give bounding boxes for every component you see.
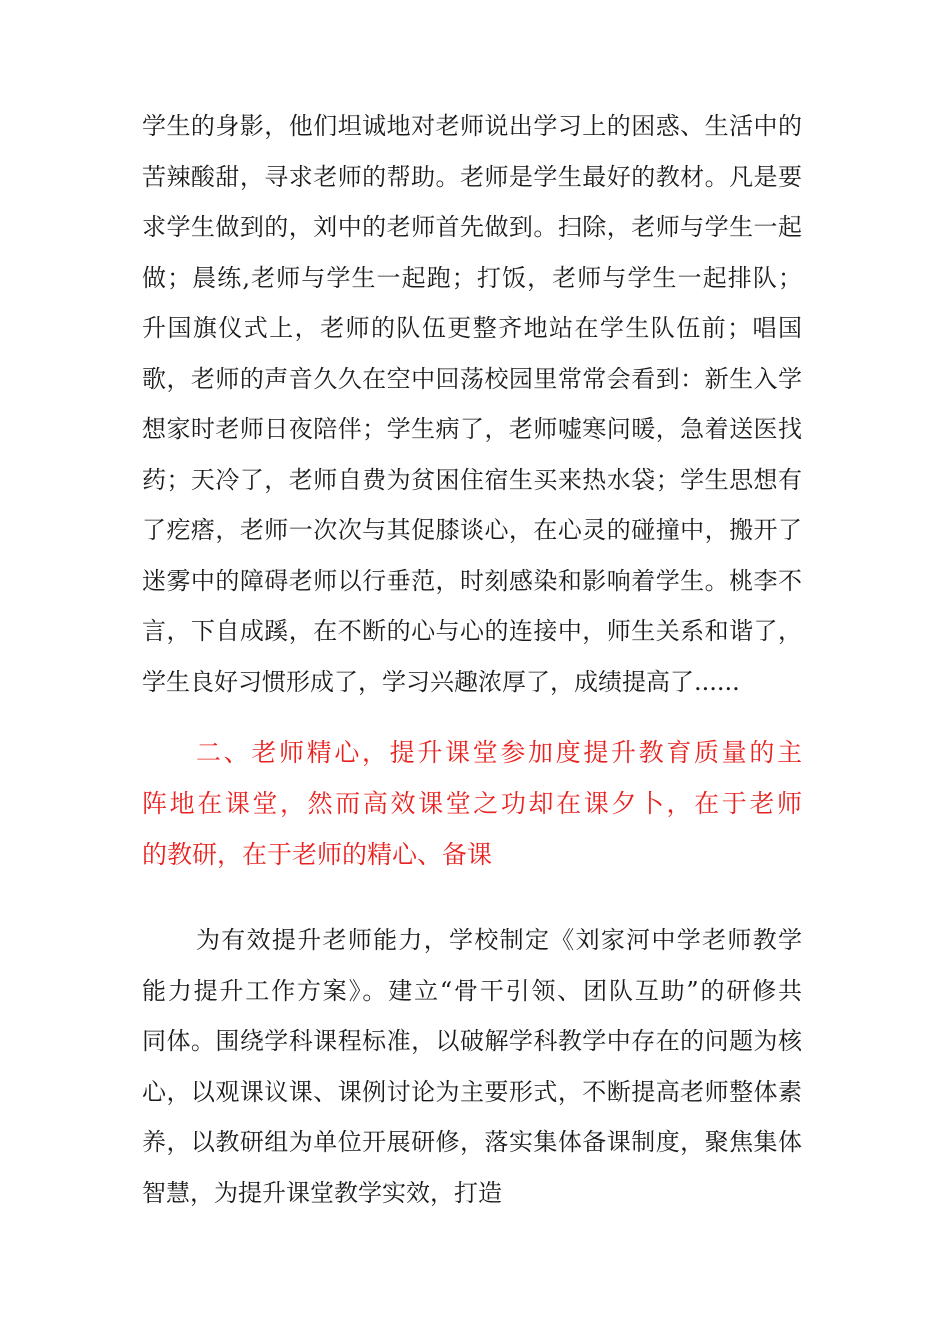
body-paragraph-1	[142, 101, 802, 707]
text-line: 智慧，为提升课堂教学实效，打造	[142, 1178, 502, 1207]
text-line: 养，以教研组为单位开展研修，落实集体备课制度，聚焦集体	[142, 1128, 802, 1156]
text-line: 苦辣酸甜，寻求老师的帮助。老师是学生最好的教材。凡是要	[142, 162, 802, 191]
section-heading	[142, 727, 802, 880]
text-line: 心，以观课议课、课例讨论为主要形式，不断提高老师整体素	[142, 1077, 802, 1106]
text-line: 同体。围绕学科课程标准，以破解学科教学中存在的问题为核	[142, 1027, 802, 1055]
text-line: 学生的身影，他们坦诚地对老师说出学习上的困惑、生活中的	[142, 112, 802, 140]
text-line: 了疙瘩，老师一次次与其促膝谈心，在心灵的碰撞中，搬开了	[142, 516, 802, 544]
text-line: 迷雾中的障碍老师以行垂范，时刻感染和影响着学生。桃李不	[142, 566, 802, 595]
text-line: 做；晨练,老师与学生一起跑；打饭，老师与学生一起排队；	[142, 263, 802, 292]
text-line: 能力提升工作方案》。建立“骨干引领、团队互助”的研修共	[142, 976, 802, 1005]
body-paragraph-2	[142, 915, 802, 1218]
heading-line: 阵地在课堂，然而高效课堂之功却在课夕卜，在于老师	[142, 789, 802, 818]
text-line: 升国旗仪式上，老师的队伍更整齐地站在学生队伍前；唱国	[142, 314, 802, 342]
heading-line: 的教研，在于老师的精心、备课	[142, 840, 493, 869]
text-line: 想家时老师日夜陪伴；学生病了，老师嘘寒问暖，急着送医找	[142, 415, 802, 443]
text-line: 为有效提升老师能力，学校制定《刘家河中学老师教学	[196, 926, 802, 954]
text-line: 求学生做到的，刘中的老师首先做到。扫除，老师与学生一起	[142, 213, 802, 241]
text-line: 药；天冷了，老师自费为贫困住宿生买来热水袋；学生思想有	[142, 465, 802, 494]
heading-line: 二、老师精心，提升课堂参加度提升教育质量的主	[196, 738, 802, 767]
text-line: 学生良好习惯形成了，学习兴趣浓厚了，成绩提高了......	[142, 667, 740, 696]
text-line: 歌，老师的声音久久在空中回荡校园里常常会看到：新生入学	[142, 364, 802, 393]
text-line: 言，下自成蹊，在不断的心与心的连接中，师生关系和谐了，	[142, 617, 802, 645]
